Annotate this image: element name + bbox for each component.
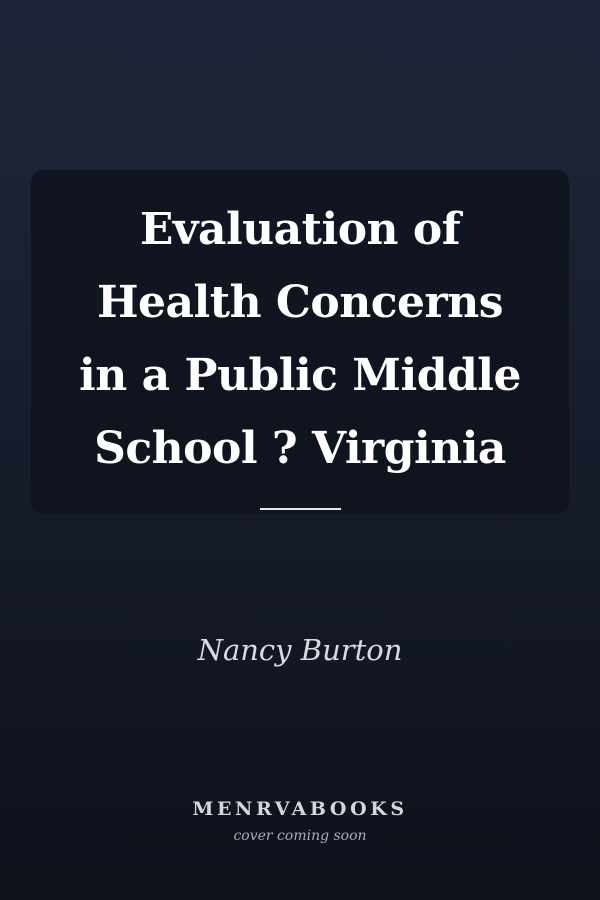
title-line-4: School ? Virginia xyxy=(94,423,506,474)
author-name: Nancy Burton xyxy=(197,633,403,667)
title-line-1: Evaluation of xyxy=(139,204,461,255)
book-title xyxy=(0,193,600,485)
title-divider xyxy=(260,508,341,510)
publisher-name: MENRVABOOKS xyxy=(192,798,408,820)
title-line-2: Health Concerns xyxy=(96,277,503,328)
cover-tagline: cover coming soon xyxy=(233,828,367,844)
title-line-3: in a Public Middle xyxy=(79,350,521,401)
